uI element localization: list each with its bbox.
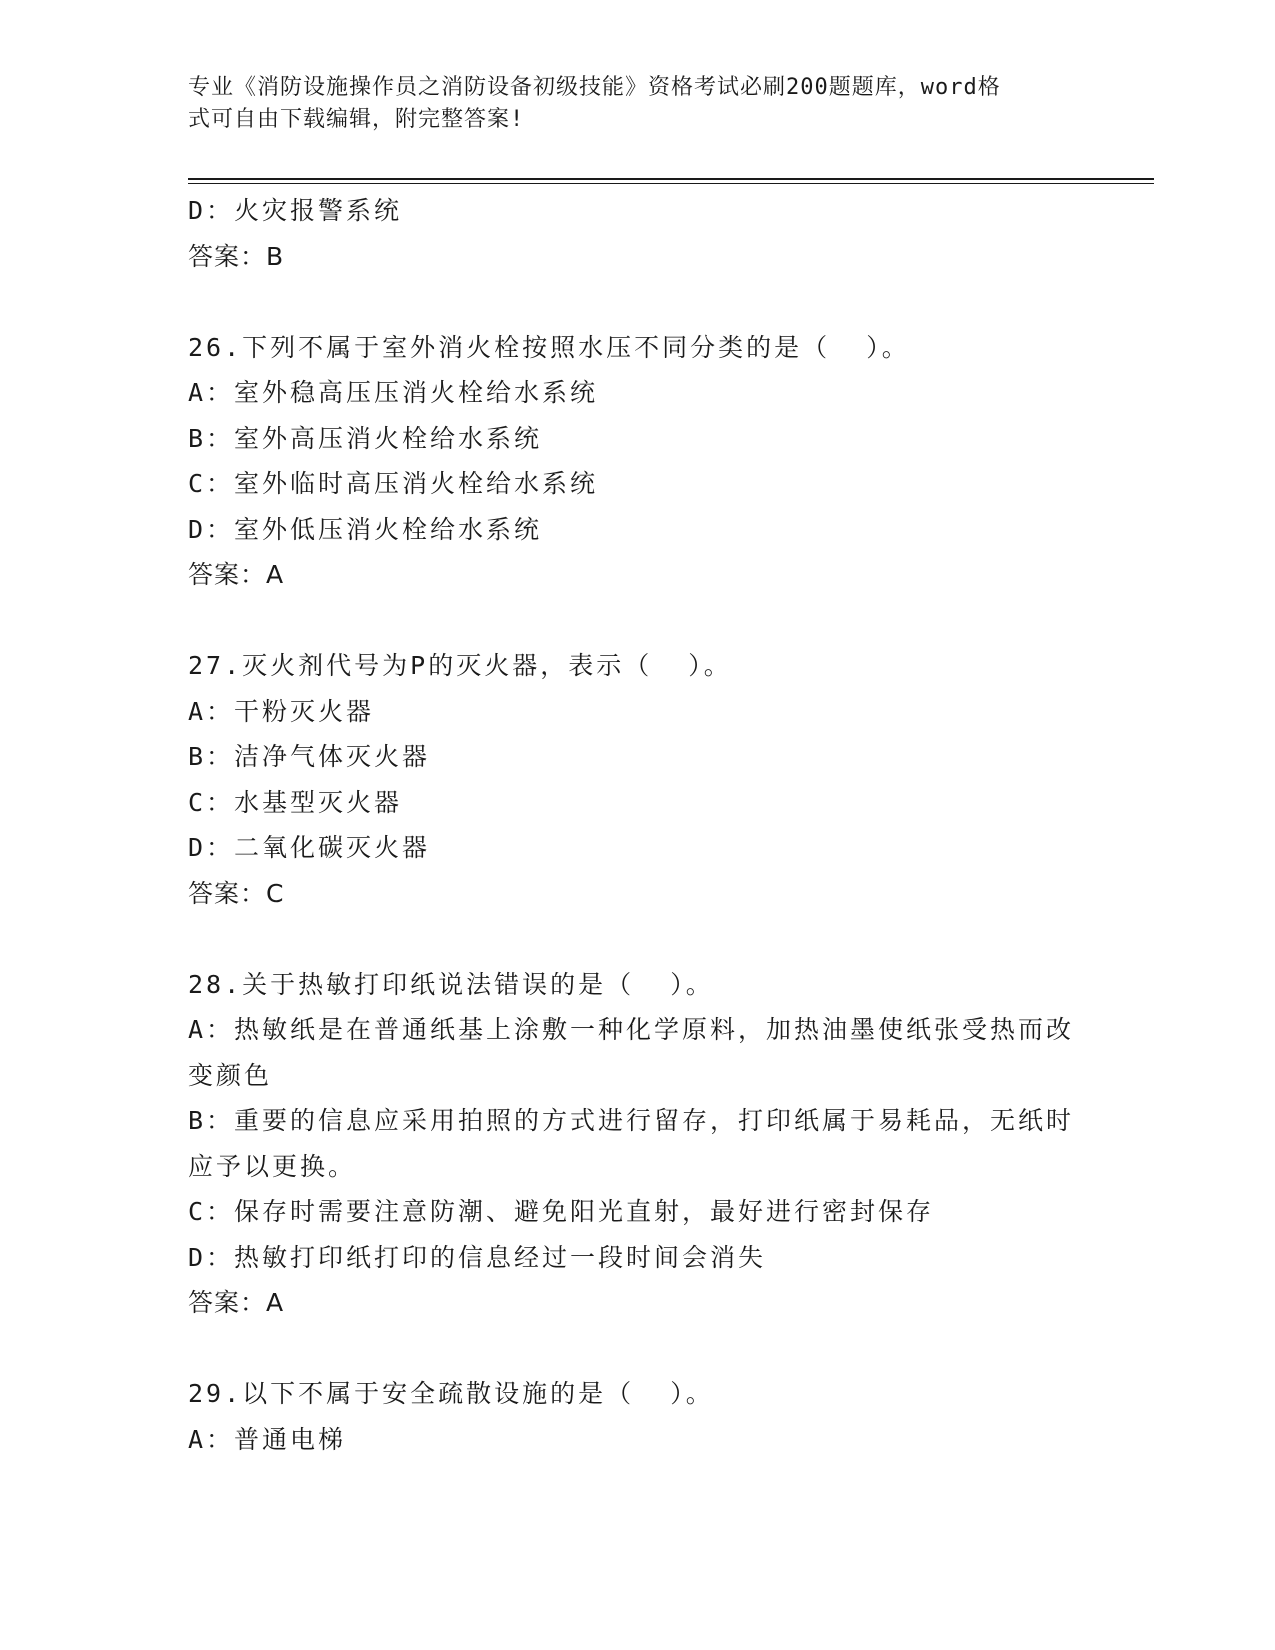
question-27 — [188, 643, 1088, 916]
question-stem: 28.关于热敏打印纸说法错误的是（ ）。 — [188, 969, 714, 999]
option-d: D：二氧化碳灭火器 — [188, 833, 431, 862]
option-d: D：火灾报警系统 — [188, 196, 403, 225]
option-c: C：保存时需要注意防潮、避免阳光直射，最好进行密封保存 — [188, 1197, 935, 1226]
answer-line: 答案：B — [188, 241, 285, 271]
question-29 — [188, 1371, 1088, 1462]
option-a: A：干粉灭火器 — [188, 696, 375, 726]
option-d: D：热敏打印纸打印的信息经过一段时间会消失 — [188, 1242, 767, 1272]
header-line-1: 专业《消防设施操作员之消防设备初级技能》资格考试必刷200题题库，word格 — [188, 75, 1001, 100]
question-stem: 29.以下不属于安全疏散设施的是（ ）。 — [188, 1379, 714, 1408]
question-28 — [188, 962, 1088, 1326]
option-d: D：室外低压消火栓给水系统 — [188, 514, 543, 544]
spacer — [188, 279, 1088, 325]
answer-line: 答案：A — [188, 1288, 285, 1317]
question-26 — [188, 325, 1088, 598]
spacer — [188, 598, 1088, 644]
option-b: B：室外高压消火栓给水系统 — [188, 423, 543, 453]
answer-line: 答案：C — [188, 878, 285, 908]
option-b: B：重要的信息应采用拍照的方式进行留存，打印纸属于易耗品，无纸时应予以更换。 — [188, 1106, 1075, 1181]
spacer — [188, 1326, 1088, 1372]
option-b: B：洁净气体灭火器 — [188, 742, 431, 771]
header-line-2: 式可自由下载编辑，附完整答案! — [188, 107, 525, 132]
option-a: A：室外稳高压压消火栓给水系统 — [188, 378, 599, 407]
option-c: C：水基型灭火器 — [188, 787, 403, 817]
spacer — [188, 916, 1088, 962]
carryover-block — [188, 188, 1088, 279]
question-list — [188, 188, 1088, 1462]
answer-line: 答案：A — [188, 560, 285, 589]
header-divider-thick — [188, 178, 1154, 180]
question-stem: 26.下列不属于室外消火栓按照水压不同分类的是（ ）。 — [188, 332, 910, 362]
question-stem: 27.灭火剂代号为P的灭火器，表示（ ）。 — [188, 651, 732, 680]
option-a: A：热敏纸是在普通纸基上涂敷一种化学原料，加热油墨使纸张受热而改变颜色 — [188, 1015, 1075, 1090]
header-divider-thin — [188, 183, 1154, 184]
option-a: A：普通电梯 — [188, 1424, 347, 1454]
option-c: C：室外临时高压消火栓给水系统 — [188, 469, 599, 498]
document-header — [188, 72, 1068, 136]
